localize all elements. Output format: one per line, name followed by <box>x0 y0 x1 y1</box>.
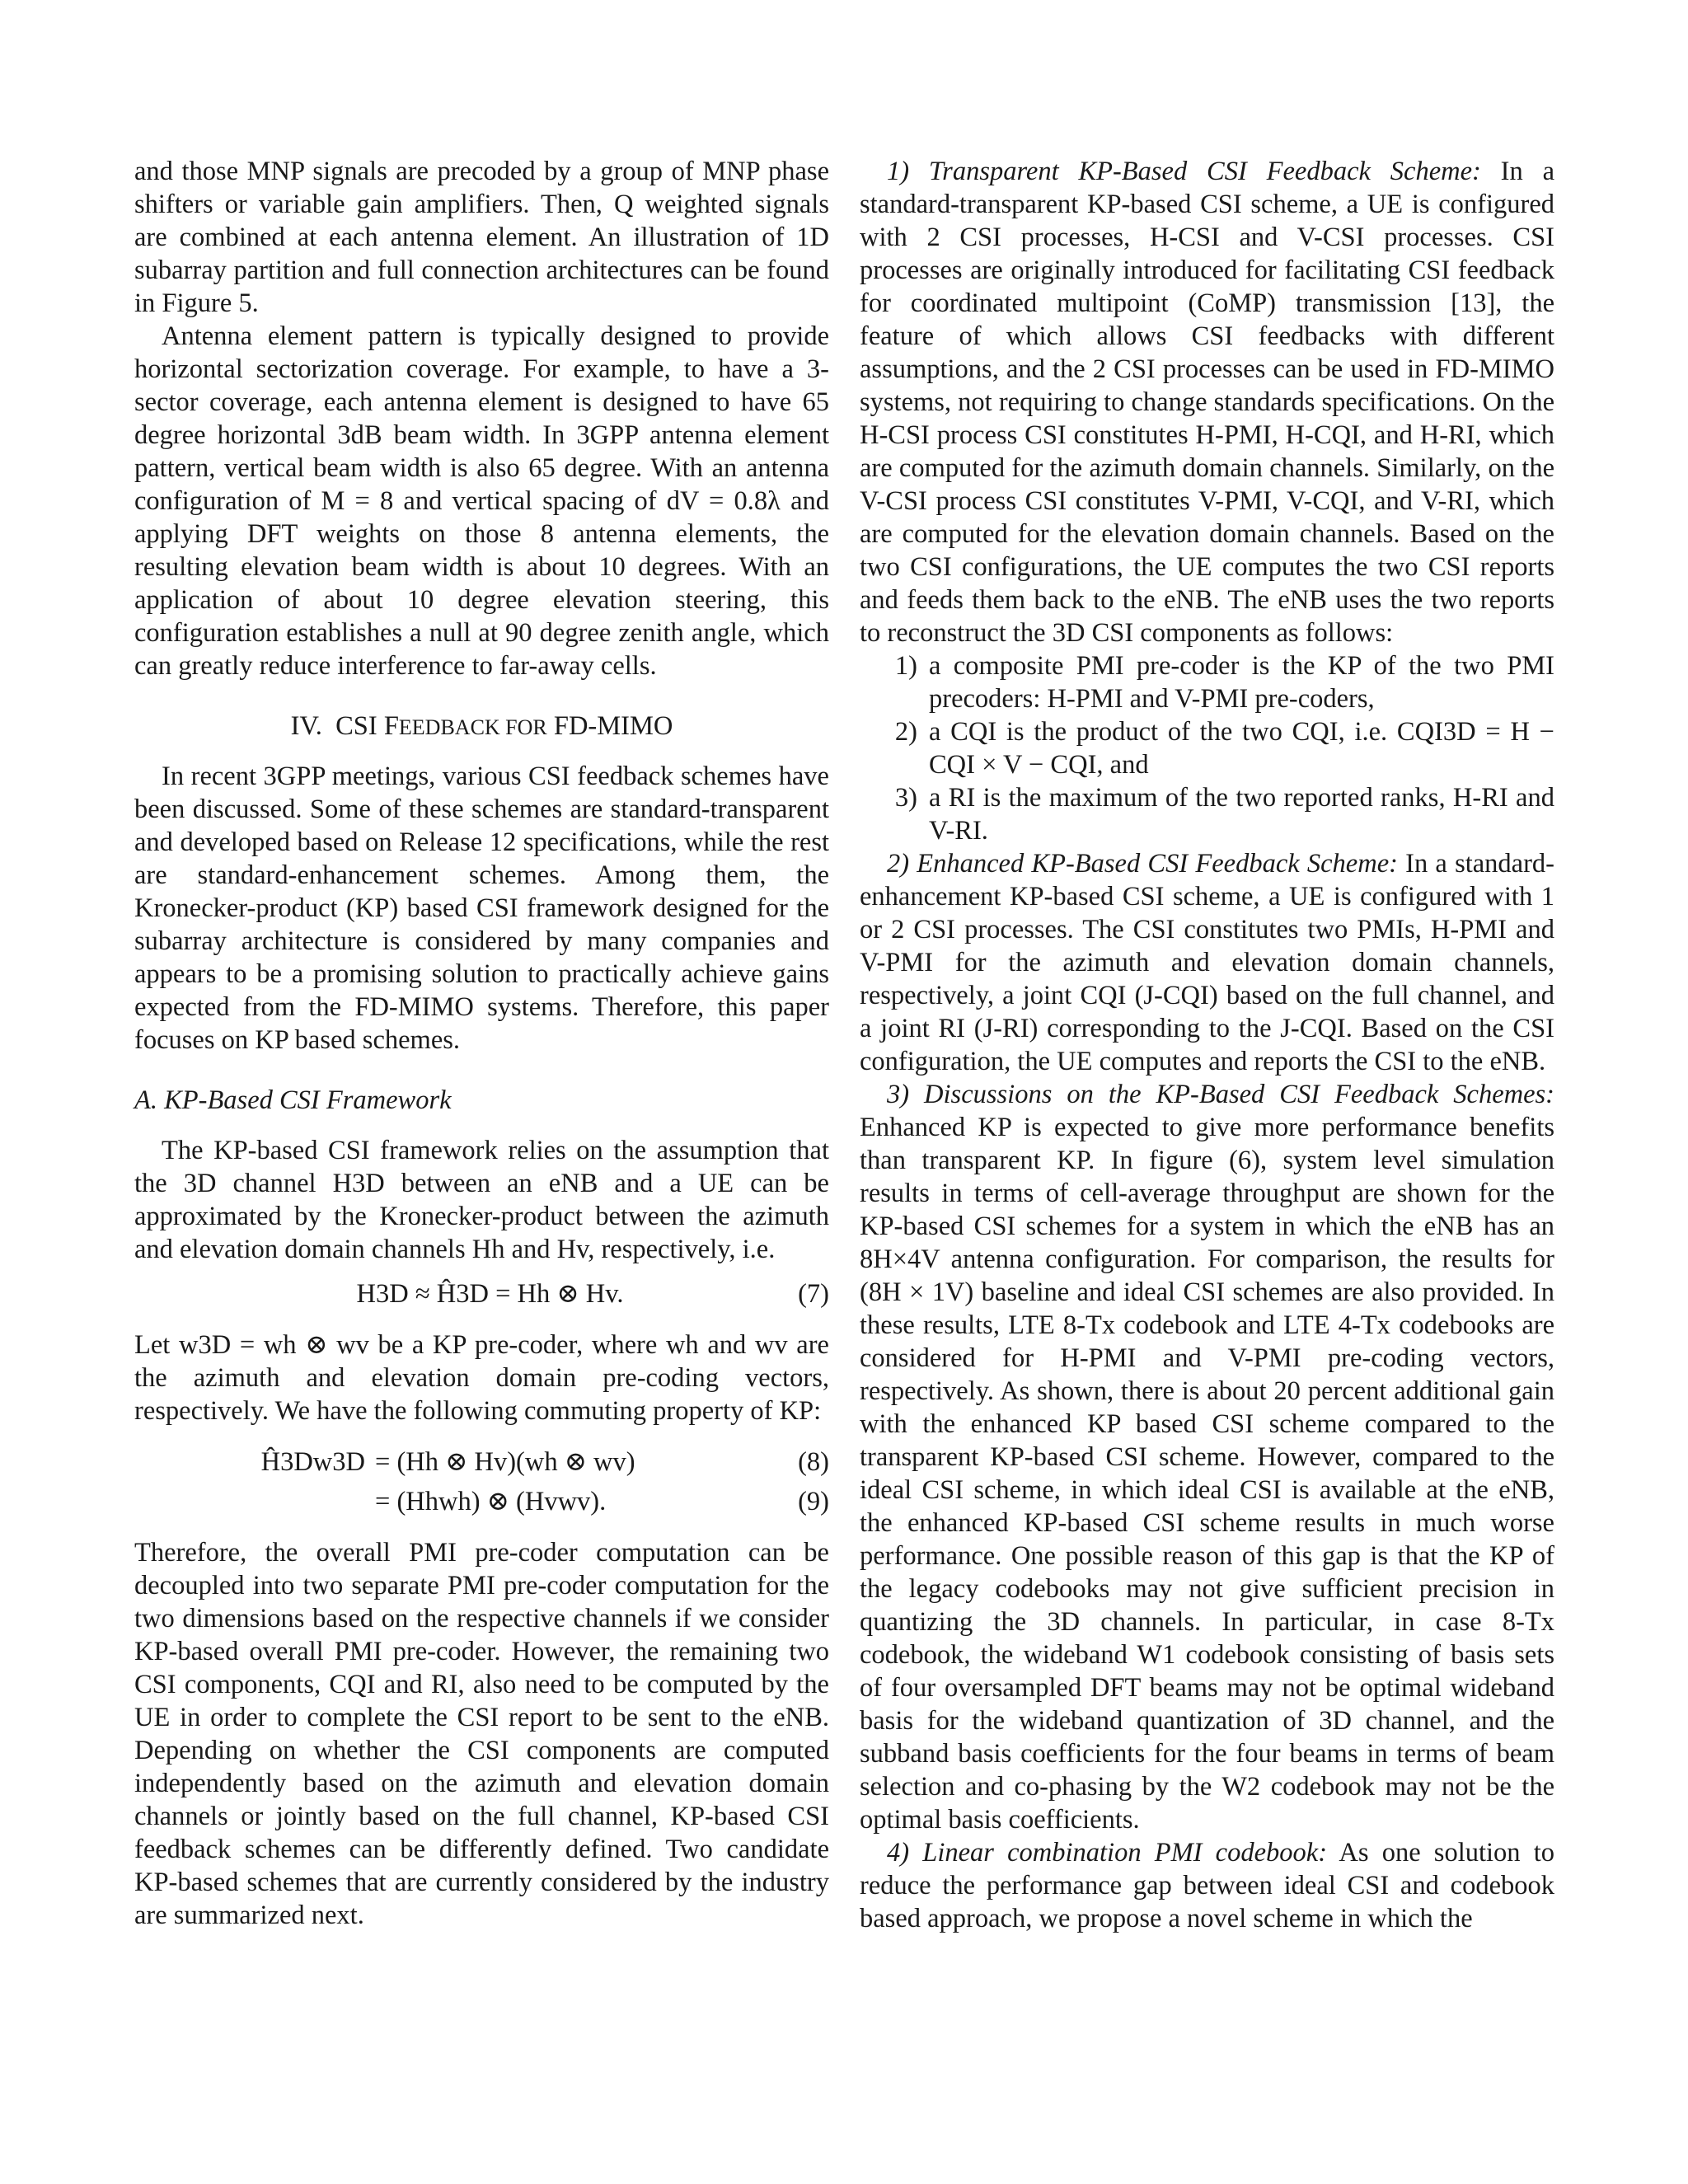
list-item: 2) a CQI is the product of the two CQI, i.e. CQI3D = H − CQI × V − CQI, and <box>894 717 1554 780</box>
equation-7-number: (7) <box>798 1279 829 1309</box>
text-transparent-kp: In a standard-transparent KP-based CSI scheme, a UE is configured with 2 CSI processes, H-CSI and V-CSI processes. CSI processes are originally introduced for facilitating CSI feedback for coordinated multipoint (CoMP) transmission [13], the feature of which allows CSI feedbacks with different assumptions, and the 2 CSI processes can be used in FD-MIMO systems, not requiring to change standards specifications. On the H-CSI process CSI constitutes H-PMI, H-CQI, and H-RI, which are computed for the azimuth domain channels. Similarly, on the V-CSI process CSI constitutes V-PMI, V-CQI, and V-RI, which are computed for the elevation domain channels. Based on the two CSI configurations, the UE computes the two CSI reports and feeds them back to the eNB. The eNB uses the two reports to reconstruct the 3D CSI components as follows: <box>860 157 1555 648</box>
paragraph-kp-precoder: Let w3D = wh ⊗ wv be a KP pre-coder, where wh and wv are the azimuth and elevation domain pre-coding vectors, respectively. We have the following commuting property of KP: <box>134 1330 829 1426</box>
csi-reconstruction-list <box>860 649 1554 847</box>
left-column <box>134 155 829 1932</box>
text-linear-combination: As one solution to reduce the performance gap between ideal CSI and codebook based approach, we propose a novel scheme in which the <box>860 1838 1554 1933</box>
section-title-part-c: FD-MIMO <box>546 711 673 741</box>
equation-7 <box>134 1276 829 1312</box>
right-column <box>860 155 1554 1935</box>
section-number: IV. <box>290 711 322 741</box>
paragraph-linear-combination <box>860 1836 1554 1935</box>
equation-8-9 <box>134 1442 829 1521</box>
heading-transparent-kp: 1) Transparent KP-Based CSI Feedback Scheme: <box>887 157 1481 186</box>
section-title-part-b: EEDBACK FOR <box>398 715 547 739</box>
equation-8 <box>134 1442 829 1482</box>
paragraph-antenna-pattern: Antenna element pattern is typically designed to provide horizontal sectorization coverage. For example, to have a 3-sector coverage, each antenna element is designed to have 65 degree horizontal 3dB beam width. In 3GPP antenna element pattern, vertical beam width is also 65 degree. With an antenna configuration of M = 8 and vertical spacing of dV = 0.8λ and applying DFT weights on those 8 antenna elements, the resulting elevation beam width is about 10 degrees. With an application of about 10 degree elevation steering, this configuration establishes a null at 90 degree zenith angle, which can greatly reduce interference to far-away cells. <box>134 321 829 681</box>
paragraph-enhanced-kp <box>860 847 1554 1078</box>
equation-9 <box>134 1482 829 1521</box>
paragraph-csi-schemes-intro: In recent 3GPP meetings, various CSI feedback schemes have been discussed. Some of these schemes are standard-transparent and developed based on Release 12 specifications, while the rest are standard-enhancement schemes. Among them, the Kronecker-product (KP) based CSI framework designed for the subarray architecture is considered by many companies and appears to be a promising solution to practically achieve gains expected from the FD-MIMO systems. Therefore, this paper focuses on KP based schemes. <box>134 762 829 1055</box>
paragraph-subarray-continuation: and those MNP signals are precoded by a group of MNP phase shifters or variable gain amplifiers. Then, Q weighted signals are combined at each antenna element. An illustration of 1D subarray partition and full connection architectures can be found in Figure 5. <box>134 157 829 318</box>
equation-7-body: H3D ≈ Ĥ3D = Hh ⊗ Hv. <box>356 1279 624 1309</box>
paragraph-kp-framework: The KP-based CSI framework relies on the assumption that the 3D channel H3D between an eNB and a UE can be approximated by the Kronecker-product between the azimuth and elevation domain channels Hh and Hv, respectively, i.e. <box>134 1136 829 1264</box>
equation-8-number: (8) <box>798 1447 829 1477</box>
paragraph-kp-discussion <box>860 1078 1554 1836</box>
list-item: 3) a RI is the maximum of the two reported ranks, H-RI and V-RI. <box>894 783 1554 846</box>
section-title-part-a: CSI F <box>335 711 399 741</box>
paragraph-transparent-kp <box>860 155 1554 649</box>
heading-enhanced-kp: 2) Enhanced KP-Based CSI Feedback Scheme: <box>887 849 1398 879</box>
equation-8-rhs: = (Hh ⊗ Hv)(wh ⊗ wv) <box>375 1447 635 1477</box>
heading-kp-discussion: 3) Discussions on the KP-Based CSI Feedback Schemes: <box>887 1080 1554 1109</box>
paragraph-pmi-decoupling: Therefore, the overall PMI pre-coder computation can be decoupled into two separate PMI pre-coder computation for the two dimensions based on the respective channels if we consider KP-based overall PMI pre-coder. However, the remaining two CSI components, CQI and RI, also need to be computed by the UE in order to complete the CSI report to be sent to the eNB. Depending on whether the CSI components are computed independently based on the azimuth and elevation domain channels or jointly based on the full channel, KP-based CSI feedback schemes can be differently defined. Two candidate KP-based schemes that are currently considered by the industry are summarized next. <box>134 1538 829 1930</box>
heading-linear-combination: 4) Linear combination PMI codebook: <box>887 1838 1328 1868</box>
text-kp-discussion: Enhanced KP is expected to give more performance benefits than transparent KP. In figure (6), system level simulation results in terms of cell-average throughput are shown for the KP-based CSI schemes for a system in which the eNB has an 8H×4V antenna configuration. For comparison, the results for (8H × 1V) baseline and ideal CSI schemes are also provided. In these results, LTE 8-Tx codebook and LTE 4-Tx codebooks are considered for H-PMI and V-PMI pre-coding vectors, respectively. As shown, there is about 20 percent additional gain with the enhanced KP based CSI scheme compared to the transparent KP-based CSI scheme. However, compared to the ideal CSI scheme, in which ideal CSI is available at the eNB, the enhanced KP-based CSI scheme results in much worse performance. One possible reason of this gap is that the KP of the legacy codebooks may not give sufficient precision in quantizing the 3D channels. In particular, in case 8-Tx codebook, the wideband W1 codebook consisting of basis sets of four oversampled DFT beams may not be optimal wideband basis for the wideband quantization of 3D channel, and the subband basis coefficients for the four beams in terms of beam selection and co-phasing by the W2 codebook may not be the optimal basis coefficients. <box>860 1113 1554 1835</box>
equation-9-number: (9) <box>798 1487 829 1516</box>
section-heading-csi-feedback <box>134 710 829 744</box>
equation-8-lhs: Ĥ3Dw3D <box>260 1447 365 1477</box>
text-enhanced-kp: In a standard-enhancement KP-based CSI scheme, a UE is configured with 1 or 2 CSI processes. The CSI constitutes two PMIs, H-PMI and V-PMI for the azimuth and elevation domain channels, respectively, a joint CQI (J-CQI) based on the full channel, and a joint RI (J-RI) corresponding to the J-CQI. Based on the CSI configuration, the UE computes and reports the CSI to the eNB. <box>860 849 1554 1076</box>
equation-9-rhs: = (Hhwh) ⊗ (Hvwv). <box>375 1487 607 1516</box>
subsection-heading-kp-framework: A. KP-Based CSI Framework <box>134 1085 452 1115</box>
list-item: 1) a composite PMI pre-coder is the KP of the two PMI precoders: H-PMI and V-PMI pre-coders, <box>894 651 1554 714</box>
